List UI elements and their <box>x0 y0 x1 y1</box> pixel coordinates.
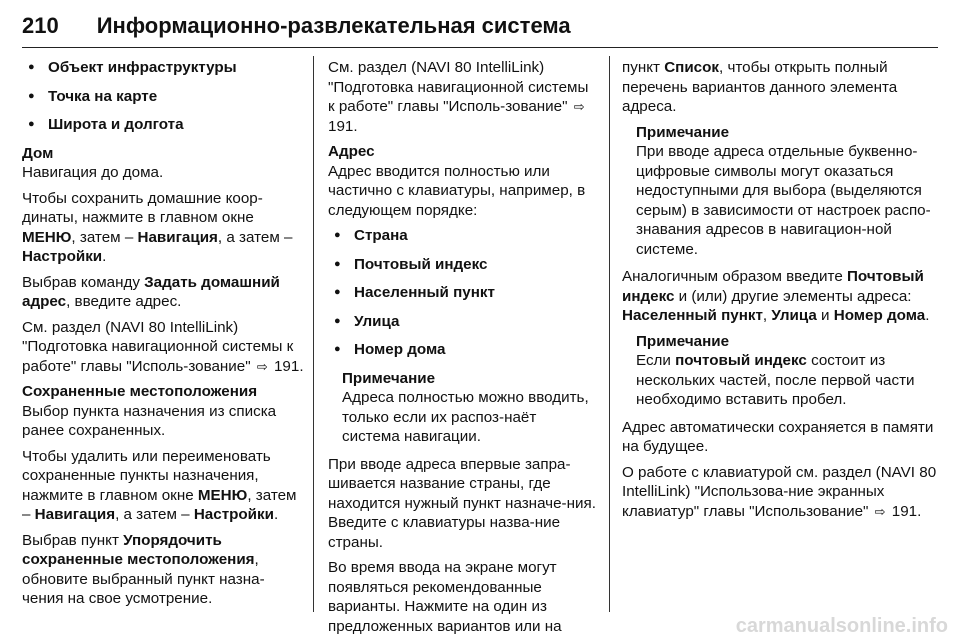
header-divider <box>22 47 938 48</box>
note-heading: Примечание <box>342 369 436 387</box>
paragraph: Выбор пункта назначения из списка ранее сохраненных. <box>22 402 277 439</box>
section-heading-saved: Сохраненные местоположения <box>22 383 258 400</box>
page-reference-arrow-icon: ⇨ <box>573 99 585 114</box>
paragraph: Чтобы сохранить домашние коор-динаты, нажмите в главном окне МЕНЮ, затем – Навигация, а затем – Настройки. <box>22 189 293 265</box>
list-item: ● Объект инфраструктуры <box>22 58 304 78</box>
column-divider-1 <box>313 56 314 612</box>
list-item: ● Страна <box>328 226 598 246</box>
note-heading: Примечание <box>636 123 730 141</box>
paragraph: Во время ввода на экране могут появляться рекомендованные варианты. Нажмите на один из предложенных вариантов или на <box>328 559 562 635</box>
section-heading-address: Адрес <box>328 143 375 160</box>
paragraph: О работе с клавиатурой см. раздел (NAVI 80 IntelliLink) "Использова-ние экранных клавиатур" главы "Использование" ⇨ 191. <box>622 463 937 520</box>
section-heading-home: Дом <box>22 144 54 162</box>
list-item: ● Улица <box>328 312 598 332</box>
bullet-list <box>328 226 598 360</box>
paragraph: Навигация до дома. <box>22 164 164 181</box>
paragraph: См. раздел (NAVI 80 IntelliLink) "Подготовка навигационной системы к работе" главы "Исполь-зование" ⇨ 191. <box>328 59 589 135</box>
column-2 <box>328 58 598 642</box>
paragraph: Чтобы удалить или переименовать сохраненные пункты назначения, нажмите в главном окне МЕНЮ, затем – Навигация, а затем – Настройки. <box>22 447 297 523</box>
page-reference-arrow-icon: ⇨ <box>874 503 886 519</box>
page-title: Информационно-развлекательная система <box>96 13 571 38</box>
list-item: ● Почтовый индекс <box>328 255 598 275</box>
paragraph: Адрес автоматически сохраняется в памяти на будущее. <box>622 418 934 455</box>
paragraph: Выбрав пункт Упорядочить сохраненные местоположения, обновите выбранный пункт назна-чения на свое усмотрение. <box>22 531 265 607</box>
note-box <box>328 369 598 447</box>
list-item: ● Точка на карте <box>22 87 304 107</box>
watermark: carmanualsonline.info <box>735 615 948 637</box>
note-text: При вводе адреса отдельные буквенно-цифровые символы могут оказаться недоступными для выбора (выделяются серым) в зависимости от настроек распо-знавания адресов в навигацион-ной системе. <box>636 143 931 258</box>
note-text: Адреса полностью можно вводить, только если их распоз-наёт система навигации. <box>342 389 589 445</box>
bullet-list <box>22 58 304 135</box>
column-1 <box>22 58 304 615</box>
note-box <box>622 332 938 410</box>
note-heading: Примечание <box>636 332 730 350</box>
note-text: Если почтовый индекс состоит из нескольких частей, после первой части необходимо вставить пробел. <box>636 352 915 408</box>
paragraph: Адрес вводится полностью или частично с клавиатуры, например, в следующем порядке: <box>328 162 586 219</box>
column-divider-2 <box>609 56 610 612</box>
page-reference-arrow-icon: ⇨ <box>256 358 268 374</box>
paragraph: Аналогичным образом введите Почтовый индекс и (или) другие элементы адреса: Населенный пункт, Улица и Номер дома. <box>622 268 930 324</box>
page-number: 210 <box>22 13 59 38</box>
list-item: ● Номер дома <box>328 340 598 360</box>
paragraph: См. раздел (NAVI 80 IntelliLink) "Подготовка навигационной системы к работе" главы "Исполь-зование" ⇨ 191. <box>22 318 304 375</box>
page-header <box>22 6 938 46</box>
paragraph: При вводе адреса впервые запра-шивается название страны, где находится нужный пункт назначе-ния. Введите с клавиатуры назва-ние страны. <box>328 455 596 551</box>
column-3 <box>622 58 938 527</box>
list-item: ● Широта и долгота <box>22 115 304 135</box>
paragraph: пункт Список, чтобы открыть полный перечень вариантов данного элемента адреса. <box>622 59 898 115</box>
list-item: ● Населенный пункт <box>328 283 598 303</box>
note-box <box>622 123 938 260</box>
paragraph: Выбрав команду Задать домашний адрес, введите адрес. <box>22 273 280 310</box>
